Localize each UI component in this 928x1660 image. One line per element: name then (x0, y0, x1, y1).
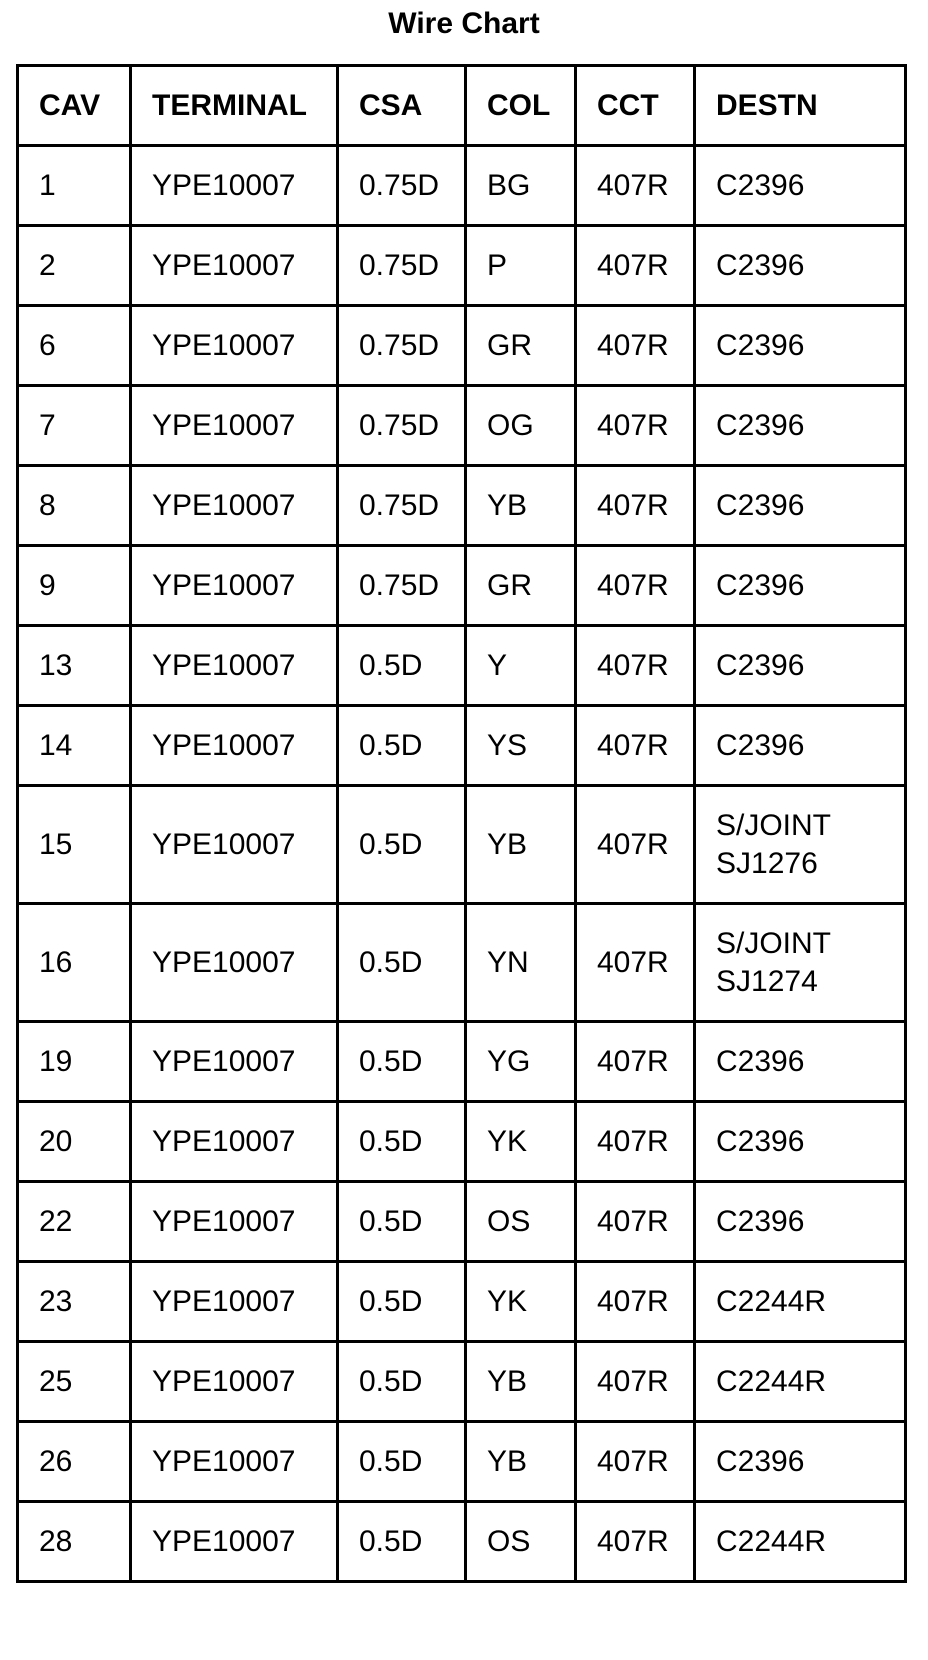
cell-destn (695, 146, 906, 226)
cell-csa: 0.5D (338, 786, 466, 904)
cell-cct: 407R (576, 306, 695, 386)
destn-line: C2396 (716, 1124, 805, 1158)
cell-destn (695, 306, 906, 386)
cell-destn (695, 1182, 906, 1262)
cell-cct: 407R (576, 1422, 695, 1502)
cell-cav: 19 (18, 1022, 131, 1102)
cell-destn (695, 786, 906, 904)
cell-terminal: YPE10007 (131, 626, 338, 706)
cell-cav: 23 (18, 1262, 131, 1342)
cell-cav: 6 (18, 306, 131, 386)
destn-line: C2396 (716, 408, 805, 442)
cell-csa: 0.5D (338, 904, 466, 1022)
cell-terminal: YPE10007 (131, 466, 338, 546)
table-body (18, 146, 906, 1582)
cell-terminal: YPE10007 (131, 1342, 338, 1422)
cell-csa: 0.75D (338, 226, 466, 306)
cell-cct: 407R (576, 904, 695, 1022)
cell-destn (695, 626, 906, 706)
cell-csa: 0.75D (338, 146, 466, 226)
cell-col: YN (466, 904, 576, 1022)
cell-cct: 407R (576, 1502, 695, 1582)
cell-col: YB (466, 786, 576, 904)
cell-cav: 13 (18, 626, 131, 706)
cell-destn (695, 706, 906, 786)
table-row (18, 1502, 906, 1582)
destn-line: C2396 (716, 248, 805, 282)
cell-terminal: YPE10007 (131, 226, 338, 306)
cell-cav: 7 (18, 386, 131, 466)
cell-csa: 0.75D (338, 386, 466, 466)
destn-line: C2244R (716, 1284, 827, 1318)
cell-col: YG (466, 1022, 576, 1102)
cell-col: GR (466, 306, 576, 386)
destn-line: C2396 (716, 488, 805, 522)
cell-csa: 0.5D (338, 1022, 466, 1102)
cell-csa: 0.5D (338, 1102, 466, 1182)
table-row (18, 466, 906, 546)
destn-line: C2396 (716, 328, 805, 362)
cell-destn (695, 226, 906, 306)
cell-destn (695, 1022, 906, 1102)
destn-line: C2396 (716, 1204, 805, 1238)
cell-cct: 407R (576, 1022, 695, 1102)
cell-terminal: YPE10007 (131, 1022, 338, 1102)
cell-destn (695, 1342, 906, 1422)
cell-terminal: YPE10007 (131, 1262, 338, 1342)
destn-line: C2396 (716, 1444, 805, 1478)
cell-csa: 0.5D (338, 1182, 466, 1262)
cell-terminal: YPE10007 (131, 786, 338, 904)
cell-col: YB (466, 466, 576, 546)
cell-cav: 2 (18, 226, 131, 306)
destn-line: C2396 (716, 728, 805, 762)
cell-destn (695, 1102, 906, 1182)
cell-cct: 407R (576, 1182, 695, 1262)
cell-destn (695, 904, 906, 1022)
header-col: COL (466, 66, 576, 146)
table-row (18, 306, 906, 386)
cell-col: OG (466, 386, 576, 466)
destn-line: C2396 (716, 568, 805, 602)
cell-destn (695, 466, 906, 546)
cell-cct: 407R (576, 626, 695, 706)
cell-col: OS (466, 1182, 576, 1262)
cell-cav: 22 (18, 1182, 131, 1262)
cell-csa: 0.5D (338, 1342, 466, 1422)
cell-destn (695, 386, 906, 466)
cell-csa: 0.5D (338, 706, 466, 786)
cell-cav: 25 (18, 1342, 131, 1422)
destn-line: C2396 (716, 1044, 805, 1078)
cell-col: OS (466, 1502, 576, 1582)
table-row (18, 706, 906, 786)
cell-cct: 407R (576, 386, 695, 466)
destn-line: C2396 (716, 168, 805, 202)
cell-terminal: YPE10007 (131, 706, 338, 786)
table-row (18, 1342, 906, 1422)
cell-terminal: YPE10007 (131, 306, 338, 386)
cell-terminal: YPE10007 (131, 546, 338, 626)
cell-cav: 14 (18, 706, 131, 786)
destn-line: SJ1276 (716, 846, 818, 880)
cell-terminal: YPE10007 (131, 1502, 338, 1582)
cell-terminal: YPE10007 (131, 1182, 338, 1262)
cell-cct: 407R (576, 706, 695, 786)
cell-cav: 16 (18, 904, 131, 1022)
wire-chart-table (16, 64, 907, 1583)
cell-csa: 0.5D (338, 1262, 466, 1342)
table-row (18, 386, 906, 466)
cell-cct: 407R (576, 466, 695, 546)
cell-col: GR (466, 546, 576, 626)
cell-csa: 0.5D (338, 1422, 466, 1502)
cell-col: YK (466, 1262, 576, 1342)
cell-cct: 407R (576, 546, 695, 626)
cell-csa: 0.5D (338, 1502, 466, 1582)
cell-csa: 0.75D (338, 546, 466, 626)
cell-cct: 407R (576, 1342, 695, 1422)
cell-destn (695, 1502, 906, 1582)
table-row (18, 1182, 906, 1262)
cell-cav: 1 (18, 146, 131, 226)
header-csa: CSA (338, 66, 466, 146)
destn-line: S/JOINT (716, 808, 832, 842)
cell-col: YB (466, 1342, 576, 1422)
cell-col: Y (466, 626, 576, 706)
cell-csa: 0.75D (338, 306, 466, 386)
table-row (18, 786, 906, 904)
cell-terminal: YPE10007 (131, 1102, 338, 1182)
table-row (18, 1422, 906, 1502)
cell-destn (695, 1422, 906, 1502)
destn-line: C2244R (716, 1364, 827, 1398)
destn-line: SJ1274 (716, 964, 818, 998)
cell-col: P (466, 226, 576, 306)
cell-cct: 407R (576, 1262, 695, 1342)
cell-cav: 8 (18, 466, 131, 546)
destn-line: S/JOINT (716, 926, 832, 960)
destn-line: C2396 (716, 648, 805, 682)
table-row (18, 1022, 906, 1102)
cell-terminal: YPE10007 (131, 386, 338, 466)
destn-line: C2244R (716, 1524, 827, 1558)
table-row (18, 626, 906, 706)
cell-cct: 407R (576, 786, 695, 904)
cell-col: BG (466, 146, 576, 226)
cell-cav: 26 (18, 1422, 131, 1502)
cell-col: YS (466, 706, 576, 786)
cell-cct: 407R (576, 1102, 695, 1182)
table-row (18, 146, 906, 226)
table-row (18, 1102, 906, 1182)
table-row (18, 904, 906, 1022)
table-header-row (18, 66, 906, 146)
cell-cct: 407R (576, 226, 695, 306)
cell-terminal: YPE10007 (131, 904, 338, 1022)
page-title: Wire Chart (388, 7, 540, 40)
table-row (18, 1262, 906, 1342)
header-terminal: TERMINAL (131, 66, 338, 146)
cell-csa: 0.5D (338, 626, 466, 706)
cell-destn (695, 546, 906, 626)
header-cav: CAV (18, 66, 131, 146)
cell-col: YK (466, 1102, 576, 1182)
table-row (18, 226, 906, 306)
cell-cav: 9 (18, 546, 131, 626)
cell-csa: 0.75D (338, 466, 466, 546)
cell-terminal: YPE10007 (131, 1422, 338, 1502)
cell-cct: 407R (576, 146, 695, 226)
cell-cav: 28 (18, 1502, 131, 1582)
cell-cav: 20 (18, 1102, 131, 1182)
cell-destn (695, 1262, 906, 1342)
header-destn: DESTN (695, 66, 906, 146)
cell-terminal: YPE10007 (131, 146, 338, 226)
cell-col: YB (466, 1422, 576, 1502)
cell-cav: 15 (18, 786, 131, 904)
table-row (18, 546, 906, 626)
header-cct: CCT (576, 66, 695, 146)
